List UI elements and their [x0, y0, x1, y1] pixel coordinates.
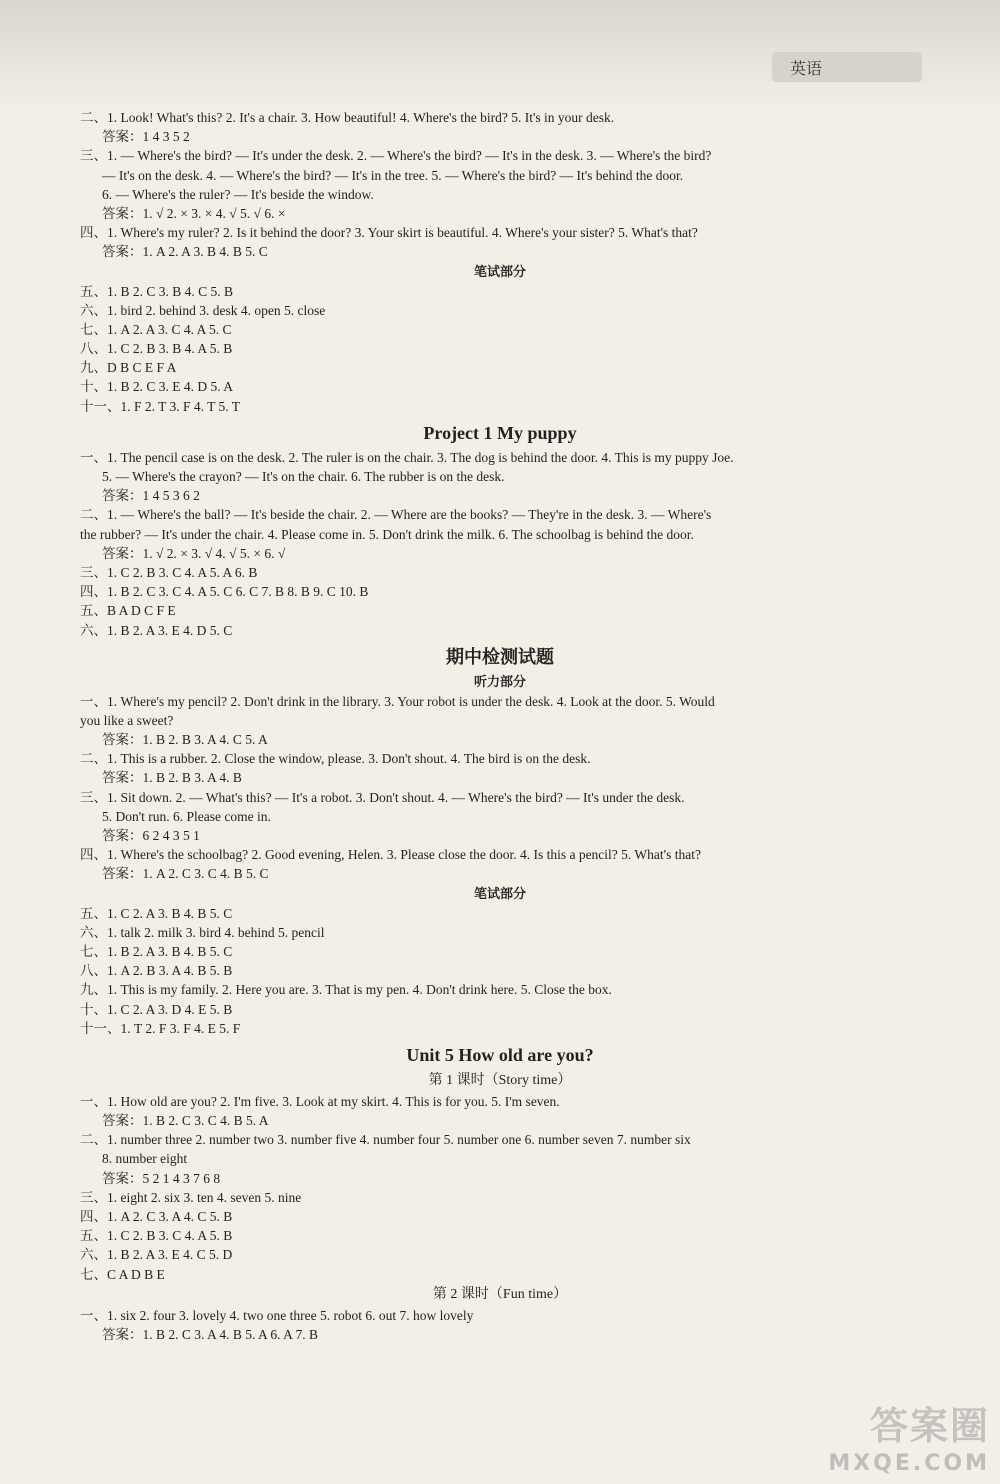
answer-line: 六、1. talk 2. milk 3. bird 4. behind 5. pencil	[80, 924, 325, 940]
answer-line: 四、1. Where's the schoolbag? 2. Good evening, Helen. 3. Please close the door. 4. Is this a pencil? 5. What's that?	[80, 847, 701, 863]
answer-line: 六、1. B 2. A 3. E 4. D 5. C	[80, 622, 233, 638]
answer-line: 十一、1. F 2. T 3. F 4. T 5. T	[80, 398, 241, 414]
answer-line: 四、1. A 2. C 3. A 4. C 5. B	[80, 1209, 233, 1224]
watermark-logo: 答案圈	[869, 1404, 990, 1448]
answer-subline: 答案：1. B 2. C 3. C 4. B 5. A	[102, 1113, 269, 1129]
answer-subline: 8. number eight	[102, 1151, 188, 1167]
answer-subline: 答案：1 4 3 5 2	[102, 129, 190, 145]
answer-line: 一、1. How old are you? 2. I'm five. 3. Look at my skirt. 4. This is for you. 5. I'm seven.	[80, 1093, 560, 1109]
answer-line: 三、1. Sit down. 2. — What's this? — It's a robot. 3. Don't shout. 4. — Where's the bird? — It's under the desk.	[80, 789, 685, 805]
lesson-title: 第 1 课时（Story time）	[428, 1072, 572, 1088]
header-subject: 英语	[789, 59, 822, 78]
watermark	[780, 1398, 990, 1476]
answer-line: 四、1. B 2. C 3. C 4. A 5. C 6. C 7. B 8. B 9. C 10. B	[80, 584, 369, 600]
answer-line: 八、1. C 2. B 3. B 4. A 5. B	[80, 341, 233, 357]
answer-line: 三、1. eight 2. six 3. ten 4. seven 5. nine	[80, 1189, 302, 1205]
answer-line: you like a sweet?	[80, 712, 174, 728]
answer-subline: 5. — Where's the crayon? — It's on the chair. 6. The rubber is on the desk.	[102, 469, 505, 484]
answer-line: 五、1. B 2. C 3. B 4. C 5. B	[80, 283, 234, 299]
answer-line: 三、1. C 2. B 3. C 4. A 5. A 6. B	[80, 564, 258, 580]
answer-subline: 答案：5 2 1 4 3 7 6 8	[102, 1170, 221, 1186]
watermark-domain: MXQE.COM	[828, 1451, 990, 1476]
answer-subline: 5. Don't run. 6. Please come in.	[102, 808, 271, 824]
section-title: Unit 5 How old are you?	[406, 1044, 594, 1065]
answer-line: 一、1. six 2. four 3. lovely 4. two one three 5. robot 6. out 7. how lovely	[80, 1307, 474, 1323]
answer-line: 七、1. A 2. A 3. C 4. A 5. C	[80, 321, 232, 337]
answer-line: 四、1. Where's my ruler? 2. Is it behind the door? 3. Your skirt is beautiful. 4. Where's your sister? 5. What's that?	[80, 225, 698, 241]
section-title: 期中检测试题	[446, 646, 554, 667]
answer-line: 三、1. — Where's the bird? — It's under the desk. 2. — Where's the bird? — It's in the desk. 3. — Where's the bird?	[80, 148, 712, 164]
answer-line: 十一、1. T 2. F 3. F 4. E 5. F	[80, 1020, 241, 1036]
section-subtitle: 笔试部分	[473, 885, 526, 901]
answer-subline: 答案：1 4 5 3 6 2	[102, 488, 200, 504]
answer-line: 六、1. B 2. A 3. E 4. C 5. D	[80, 1247, 233, 1263]
answer-line: 九、D B C E F A	[80, 360, 177, 376]
answer-line: 五、1. C 2. B 3. C 4. A 5. B	[80, 1228, 233, 1244]
answer-line: 五、B A D C F E	[80, 603, 176, 619]
answer-subline: — It's on the desk. 4. — Where's the bird? — It's in the tree. 5. — Where's the bird? — It's behind the door.	[102, 167, 684, 183]
answer-line: 八、1. A 2. B 3. A 4. B 5. B	[80, 963, 233, 979]
answer-line: 九、1. This is my family. 2. Here you are. 3. That is my pen. 4. Don't drink here. 5. Close the box.	[80, 982, 612, 998]
answer-line: 一、1. The pencil case is on the desk. 2. The ruler is on the chair. 3. The dog is behind the door. 4. This is my puppy Joe.	[80, 449, 734, 465]
answer-line: 七、C A D B E	[80, 1266, 165, 1282]
answer-subline: 答案：1. A 2. A 3. B 4. B 5. C	[102, 244, 268, 260]
answer-line: 十、1. C 2. A 3. D 4. E 5. B	[80, 1001, 233, 1017]
answer-subline: 答案：1. B 2. B 3. A 4. B	[102, 770, 242, 786]
answer-line: 二、1. This is a rubber. 2. Close the window, please. 3. Don't shout. 4. The bird is on the desk.	[80, 751, 591, 767]
answer-subline: 6. — Where's the ruler? — It's beside the window.	[102, 186, 374, 202]
answer-subline: 答案：6 2 4 3 5 1	[102, 828, 200, 843]
answer-subline: 答案：1. B 2. B 3. A 4. C 5. A	[102, 732, 268, 748]
answer-line: 七、1. B 2. A 3. B 4. B 5. C	[80, 943, 233, 959]
answer-line: 五、1. C 2. A 3. B 4. B 5. C	[80, 905, 233, 921]
section-title: Project 1 My puppy	[423, 422, 577, 443]
answer-line: the rubber? — It's under the chair. 4. Please come in. 5. Don't drink the milk. 6. The schoolbag is behind the door.	[80, 526, 694, 542]
answer-line: 二、1. Look! What's this? 2. It's a chair. 3. How beautiful! 4. Where's the bird? 5. It's in your desk.	[80, 110, 615, 125]
answer-subline: 答案：1. √ 2. × 3. × 4. √ 5. √ 6. ×	[102, 205, 286, 221]
answer-subline: 答案：1. A 2. C 3. C 4. B 5. C	[102, 866, 269, 882]
answer-subline: 答案：1. √ 2. × 3. √ 4. √ 5. × 6. √	[102, 545, 286, 561]
section-subtitle: 笔试部分	[473, 263, 526, 279]
lesson-title: 第 2 课时（Fun time）	[432, 1286, 568, 1302]
section-subtitle: 听力部分	[473, 673, 526, 689]
answer-line: 二、1. — Where's the ball? — It's beside the chair. 2. — Where are the books? — They're in the desk. 3. — Where's	[80, 507, 712, 523]
answer-line: 六、1. bird 2. behind 3. desk 4. open 5. close	[80, 302, 326, 318]
answer-line: 十、1. B 2. C 3. E 4. D 5. A	[80, 379, 234, 395]
answer-line: 二、1. number three 2. number two 3. number five 4. number four 5. number one 6. number seven 7. number six	[80, 1132, 691, 1148]
answer-key-content	[80, 108, 920, 1344]
answer-line: 一、1. Where's my pencil? 2. Don't drink in the library. 3. Your robot is under the desk. 4. Look at the door. 5. Would	[80, 693, 715, 709]
answer-subline: 答案：1. B 2. C 3. A 4. B 5. A 6. A 7. B	[102, 1326, 319, 1342]
